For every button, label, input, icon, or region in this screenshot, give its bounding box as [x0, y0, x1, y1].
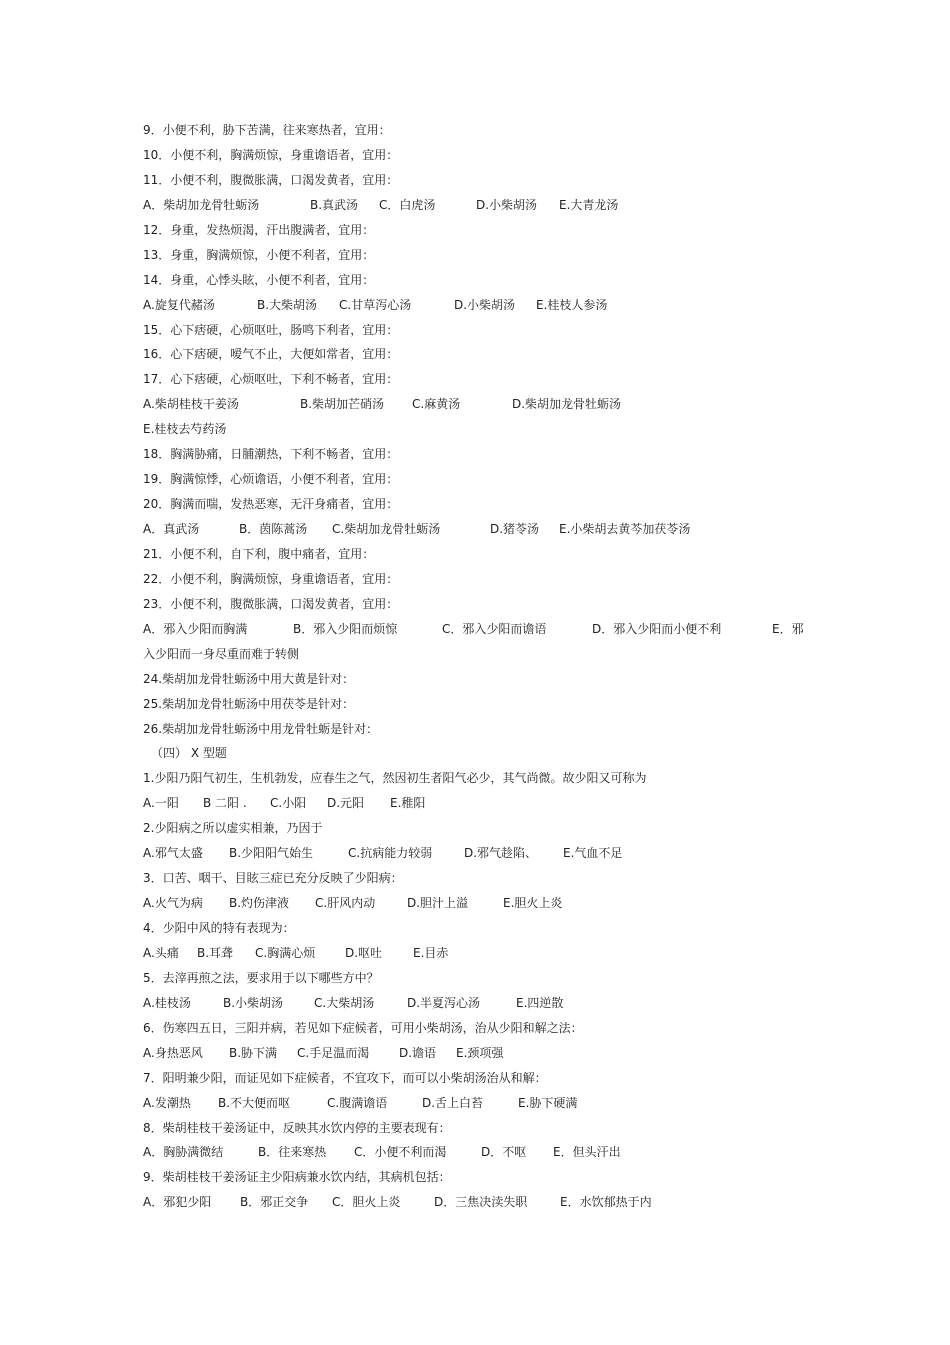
option-a: A.头痛 — [143, 945, 179, 960]
option-e: E.颈项强 — [456, 1045, 504, 1060]
question-19: 19．胸满惊悸，心烦谵语，小便不利者，宜用： — [143, 472, 399, 487]
option-b: B.柴胡加芒硝汤 — [300, 397, 385, 412]
option-a: A.身热恶风 — [143, 1045, 203, 1060]
option-d: D．三焦决渎失职 — [434, 1195, 528, 1210]
options-9-11 — [143, 193, 823, 218]
option-a: A.发潮热 — [143, 1095, 191, 1110]
option-a: A．邪犯少阳 — [143, 1195, 212, 1210]
option-c: C.大柴胡汤 — [314, 995, 375, 1010]
option-d: D.舌上白苔 — [422, 1095, 484, 1110]
x-question-9: 9．柴胡桂枝干姜汤证主少阳病兼水饮内结，其病机包括： — [143, 1170, 451, 1185]
option-a: A.火气为病 — [143, 896, 203, 911]
option-d: D.呕吐 — [345, 945, 383, 960]
option-e: E.四逆散 — [516, 995, 564, 1010]
option-c: C.手足温而渴 — [297, 1045, 370, 1060]
x-question-1: 1.少阳乃阳气初生，生机勃发，应春生之气，然因初生者阳气必少，其气尚微。故少阳又可称为 — [143, 771, 647, 786]
question-26: 26.柴胡加龙骨牡蛎汤中用龙骨牡蛎是针对： — [143, 721, 379, 736]
option-c: C.胸满心烦 — [255, 945, 316, 960]
question-21: 21．小便不利，自下利，腹中痛者，宜用： — [143, 546, 375, 561]
x-options-7 — [143, 1091, 823, 1116]
option-c: C.肝风内动 — [315, 896, 376, 911]
options-18-20 — [143, 517, 823, 542]
x-question-5: 5．去滓再煎之法，要求用于以下哪些方中？ — [143, 970, 379, 985]
question-13: 13．身重，胸满烦惊，小便不利者，宜用： — [143, 247, 375, 262]
x-question-2: 2.少阳病之所以虚实相兼，乃因于 — [143, 821, 323, 836]
option-b: B.真武汤 — [310, 197, 359, 212]
option-b: B．邪正交争 — [240, 1195, 309, 1210]
option-e: E．邪 — [772, 621, 804, 636]
question-22: 22．小便不利，胸满烦惊，身重谵语者，宜用： — [143, 571, 399, 586]
option-c: C.小阳 — [270, 796, 307, 811]
section-heading-x-type: （四） X 型题 — [151, 746, 227, 761]
option-e: E．但头汗出 — [553, 1145, 621, 1160]
question-11: 11．小便不利，腹微胀满，口渴发黄者，宜用： — [143, 172, 399, 187]
option-e: E.胆火上炎 — [503, 896, 563, 911]
option-b: B.灼伤津液 — [229, 896, 290, 911]
option-a: A.一阳 — [143, 796, 179, 811]
x-question-6: 6．伤寒四五日，三阳并病，若见如下症候者，可用小柴胡汤，治从少阳和解之法： — [143, 1020, 583, 1035]
option-c: C．白虎汤 — [379, 197, 436, 212]
options-15-17 — [143, 392, 823, 417]
option-e: E.胁下硬满 — [518, 1095, 578, 1110]
options-12-14 — [143, 293, 823, 318]
option-b: B.少阳阳气始生 — [229, 846, 314, 861]
option-e-continued: 入少阳而一身尽重而难于转侧 — [143, 646, 300, 661]
question-10: 10．小便不利，胸满烦惊，身重谵语者，宜用： — [143, 147, 399, 162]
option-b: B．邪入少阳而烦惊 — [293, 621, 398, 636]
option-e: E．水饮郁热于内 — [560, 1195, 652, 1210]
option-c: C．胆火上炎 — [332, 1195, 401, 1210]
option-b: B.小柴胡汤 — [223, 995, 284, 1010]
option-c: C.柴胡加龙骨牡蛎汤 — [332, 522, 441, 536]
question-20: 20．胸满而喘，发热恶寒，无汗身痛者，宜用： — [143, 497, 399, 512]
question-23: 23．小便不利，腹微胀满，口渴发黄者，宜用： — [143, 596, 399, 611]
option-b: B．往来寒热 — [258, 1145, 327, 1160]
option-d: D.猪苓汤 — [490, 522, 540, 536]
option-c: C．小便不利而渴 — [354, 1145, 447, 1160]
option-c: C.腹满谵语 — [327, 1095, 388, 1110]
question-24: 24.柴胡加龙骨牡蛎汤中用大黄是针对： — [143, 671, 355, 686]
x-options-9 — [143, 1190, 823, 1215]
x-options-1 — [143, 791, 823, 816]
option-e-continued: E.桂枝去芍药汤 — [143, 422, 227, 437]
question-12: 12．身重，发热烦渴，汗出腹满者，宜用： — [143, 222, 375, 237]
option-e: E.气血不足 — [563, 846, 623, 861]
option-a: A．邪入少阳而胸满 — [143, 621, 248, 636]
option-d: D．邪入少阳而小便不利 — [592, 621, 722, 636]
x-options-4 — [143, 941, 823, 966]
option-e: E.桂枝人参汤 — [536, 297, 608, 312]
option-a: A．真武汤 — [143, 522, 200, 536]
option-b: B．茵陈蒿汤 — [239, 522, 308, 536]
option-e: E.稚阳 — [390, 796, 426, 811]
option-c: C.麻黄汤 — [412, 397, 461, 412]
option-d: D.小柴胡汤 — [476, 197, 538, 212]
option-c: C.甘草泻心汤 — [339, 297, 412, 312]
option-b: B.耳聋 — [197, 945, 234, 960]
option-c: C.抗病能力较弱 — [348, 846, 433, 861]
document-page — [143, 118, 823, 1215]
option-d: D.谵语 — [399, 1045, 437, 1060]
x-options-2 — [143, 841, 823, 866]
option-b: B.胁下满 — [229, 1045, 278, 1060]
option-a: A.柴胡桂枝干姜汤 — [143, 397, 239, 412]
option-c: C．邪入少阳而谵语 — [442, 621, 547, 636]
x-question-3: 3．口苦、咽干、目眩三症已充分反映了少阳病： — [143, 871, 403, 886]
option-a: A．柴胡加龙骨牡蛎汤 — [143, 197, 260, 212]
option-e: E.大青龙汤 — [559, 197, 619, 212]
option-e: E.目赤 — [413, 945, 449, 960]
x-options-8 — [143, 1140, 823, 1165]
option-d: D.邪气趁陷、 — [464, 846, 538, 861]
question-9: 9．小便不利，胁下苦满，往来寒热者，宜用： — [143, 123, 391, 137]
option-a: A.旋复代赭汤 — [143, 297, 215, 312]
option-a: A．胸胁满微结 — [143, 1145, 224, 1160]
option-d: D.元阳 — [327, 796, 365, 811]
question-17: 17．心下痞硬，心烦呕吐，下利不畅者，宜用： — [143, 372, 399, 387]
option-d: D.半夏泻心汤 — [407, 995, 481, 1010]
x-question-4: 4．少阳中风的特有表现为： — [143, 921, 295, 935]
option-a: A.邪气太盛 — [143, 846, 203, 861]
x-options-6 — [143, 1041, 823, 1066]
question-16: 16．心下痞硬，嗳气不止，大便如常者，宜用： — [143, 347, 399, 362]
option-b: B.不大便而呕 — [218, 1095, 291, 1110]
option-a: A.桂枝汤 — [143, 995, 191, 1010]
question-15: 15．心下痞硬，心烦呕吐，肠鸣下利者，宜用： — [143, 322, 399, 337]
option-b: B 二阳 . — [203, 796, 247, 811]
option-b: B.大柴胡汤 — [257, 297, 318, 312]
x-options-3 — [143, 891, 823, 916]
question-18: 18．胸满胁痛，日脯潮热，下利不畅者，宜用： — [143, 447, 399, 462]
question-25: 25.柴胡加龙骨牡蛎汤中用茯苓是针对： — [143, 696, 355, 711]
option-d: D．不呕 — [481, 1145, 527, 1160]
option-d: D.胆汁上溢 — [407, 896, 469, 911]
option-e: E.小柴胡去黄芩加茯苓汤 — [559, 522, 691, 536]
options-21-26 — [143, 617, 823, 642]
x-question-7: 7．阳明兼少阳，而证见如下症候者，不宜攻下，而可以小柴胡汤治从和解： — [143, 1070, 547, 1085]
option-d: D.小柴胡汤 — [454, 297, 516, 312]
question-14: 14．身重，心悸头眩，小便不利者，宜用： — [143, 272, 375, 287]
option-d: D.柴胡加龙骨牡蛎汤 — [512, 397, 622, 412]
x-question-8: 8．柴胡桂枝干姜汤证中，反映其水饮内停的主要表现有： — [143, 1120, 451, 1135]
x-options-5 — [143, 991, 823, 1016]
